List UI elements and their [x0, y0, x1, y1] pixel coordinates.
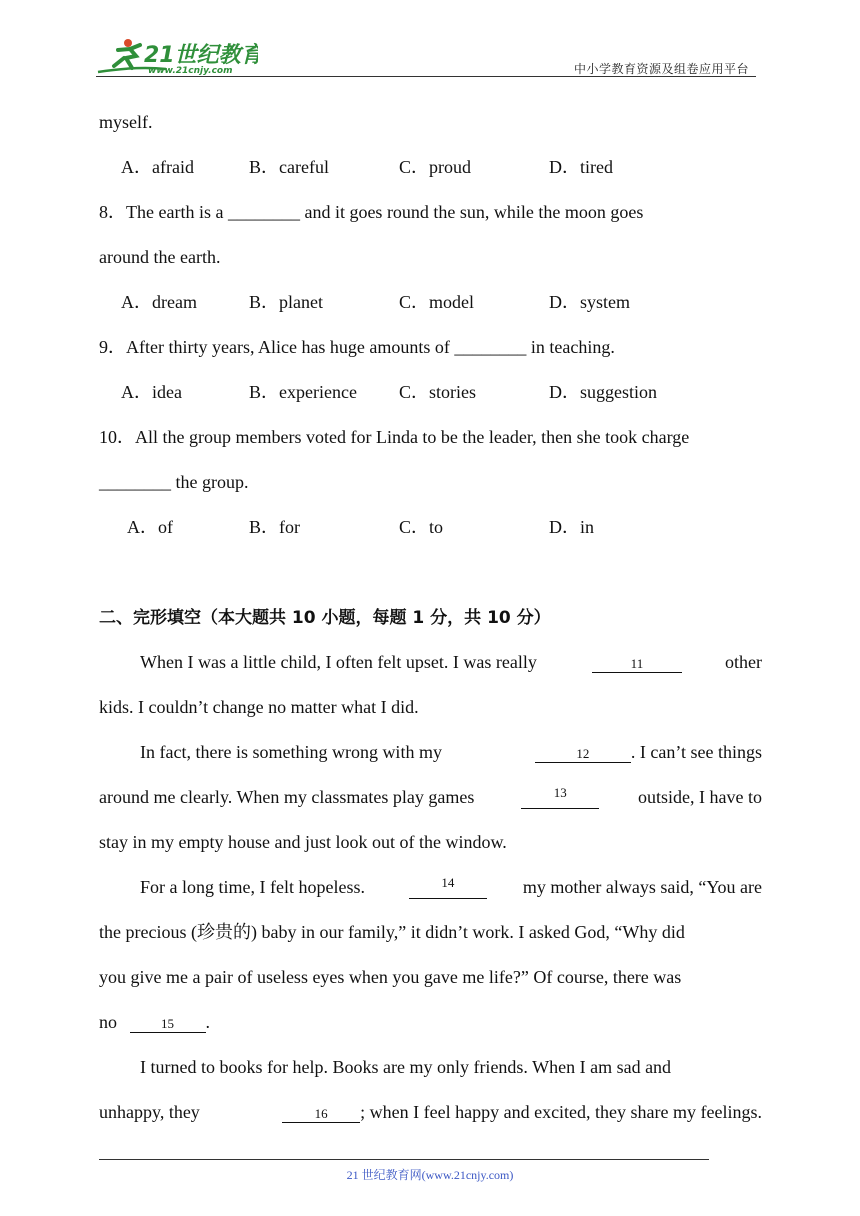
p1-line2: kids. I couldn’t change no matter what I did.: [99, 697, 419, 717]
p1-text-b: other: [725, 652, 762, 672]
p3-text-b: my mother always said, “You are: [522, 877, 762, 897]
q10-option-a: A．of: [127, 517, 173, 537]
p4-text-b: ; when I feel happy and excited, they share my feelings.: [360, 1102, 762, 1122]
p3-line2: [99, 920, 762, 944]
p4-line2: [99, 1100, 762, 1124]
q8-stem-line1: 8．The earth is a ________ and it goes round the sun, while the moon goes: [99, 202, 644, 222]
q9-option-a: A．idea: [121, 382, 182, 402]
q9-stem: 9．After thirty years, Alice has huge amounts of ________ in teaching.: [99, 337, 615, 357]
p4-line1-text: I turned to books for help. Books are my only friends. When I am sad and: [140, 1057, 672, 1077]
blank-14-number: 14: [409, 875, 487, 899]
p4-line1: [140, 1055, 762, 1079]
p2-line3: stay in my empty house and just look out of the window.: [99, 832, 507, 852]
p4-blank-wrap: [282, 1100, 762, 1124]
q9-option-b: B．experience: [249, 382, 357, 402]
logo-url: www.21cnjy.com: [148, 66, 233, 76]
q10-stem-line1: 10．All the group members voted for Linda to be the leader, then she took charge: [99, 427, 690, 447]
p2-line1: [140, 740, 762, 764]
header-tagline: 中小学教育资源及组卷应用平台: [574, 62, 750, 76]
runner-logo-icon: [96, 36, 258, 76]
blank-11: [592, 650, 682, 674]
p2-text-c: around me clearly. When my classmates play games: [99, 787, 475, 807]
q8-option-d: D．system: [549, 292, 630, 312]
p2-blank-wrap: [535, 740, 762, 764]
p1-text-a: When I was a little child, I often felt upset. I was really: [140, 652, 537, 672]
q7-option-a: A．afraid: [121, 157, 194, 177]
p3-line1: [140, 875, 762, 899]
blank-16-number: 16: [282, 1106, 360, 1123]
q10-stem-line2: ________ the group.: [99, 472, 249, 492]
q9-option-c: C．stories: [399, 382, 477, 402]
q7-option-b: B．careful: [249, 157, 329, 177]
p2-text-b: . I can’t see things: [630, 742, 762, 762]
blank-13-number: 13: [521, 785, 599, 809]
q7-tail: myself.: [99, 112, 153, 132]
p2-line2: [99, 785, 762, 809]
q9-option-d: D．suggestion: [549, 382, 657, 402]
q8-option-b: B．planet: [249, 292, 323, 312]
section-heading: 二、完形填空（本大题共 10 小题，每题 1 分，共 10 分）: [99, 608, 551, 628]
blank-15-number: 15: [130, 1016, 206, 1033]
p2-text-d: outside, I have to: [638, 787, 762, 807]
q8-option-a: A．dream: [121, 292, 197, 312]
p3-line4: [99, 1010, 210, 1034]
blank-12-number: 12: [535, 746, 631, 763]
p4-text-a: unhappy, they: [99, 1102, 200, 1122]
p3-line3: you give me a pair of useless eyes when you gave me life?” Of course, there was: [99, 967, 682, 987]
p3-text-a: For a long time, I felt hopeless.: [140, 877, 365, 897]
q10-option-b: B．for: [249, 517, 300, 537]
p3-text-e: .: [205, 1012, 210, 1032]
footer-divider: [99, 1159, 709, 1160]
q8-option-c: C．model: [399, 292, 474, 312]
footer-source: 21 世纪教育网(www.21cnjy.com): [346, 1168, 514, 1182]
q10-option-d: D．in: [549, 517, 594, 537]
p2-text-a: In fact, there is something wrong with my: [140, 742, 442, 762]
header-divider: [96, 76, 756, 77]
p1-line1: [140, 650, 762, 674]
p3-line2-text: the precious (珍贵的) baby in our family,” it didn’t work. I asked God, “Why did: [99, 922, 685, 942]
q10-option-c: C．to: [399, 517, 444, 537]
logo-text: 21世纪教育: [144, 43, 258, 68]
blank-11-number: 11: [592, 656, 682, 673]
p3-text-d: no: [99, 1012, 117, 1032]
q8-stem-line2: around the earth.: [99, 247, 221, 267]
q7-option-d: D．tired: [549, 157, 613, 177]
site-logo: [96, 36, 258, 76]
q7-option-c: C．proud: [399, 157, 471, 177]
